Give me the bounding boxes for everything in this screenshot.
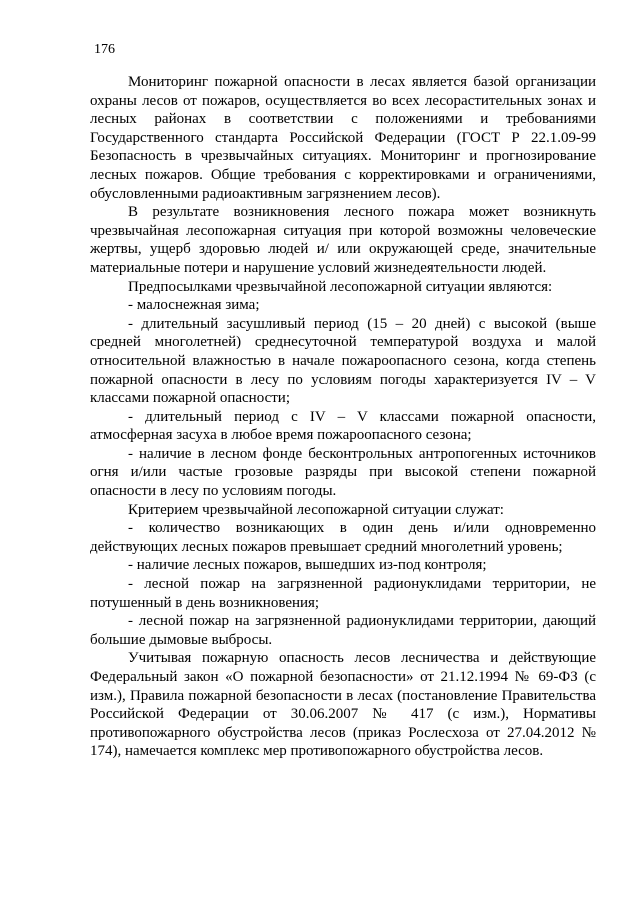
page-number: 176 xyxy=(94,42,115,57)
paragraph-monitoring: Мониторинг пожарной опасности в лесах является базой организации охраны лесов от пожаров, осуществляется во всех лесорастительных зонах и лесных районах в соответствии с положениями и требованиями Государственного стандарта Российской Федерации (ГОСТ Р 22.1.09-99 Безопасность в чрезвычайных ситуациях. Мониторинг и прогнозирование лесных пожаров. Общие требования с корректировками и ограничениями, обусловленными радиоактивным загрязнением лесов). xyxy=(90,74,596,202)
list-item-fire-count: - количество возникающих в один день и/или одновременно действующих лесных пожаров превышает средний многолетний уровень; xyxy=(90,520,596,555)
list-item-uncontrolled-fires: - наличие лесных пожаров, вышедших из-под контроля; xyxy=(128,557,487,574)
paragraph-conclusion: Учитывая пожарную опасность лесов лесничества и действующие Федеральный закон «О пожарной безопасности» от 21.12.1994 № 69-ФЗ (с изм.), Правила пожарной безопасности в лесах (постановление Правительства Российской Федерации от 30.06.2007 № 417 (с изм.), Нормативы противопожарного обустройства лесов (приказ Рослесхоза от 27.04.2012 № 174), намечается комплекс мер противопожарного обустройства лесов. xyxy=(90,650,596,760)
paragraph-emergency-situation: В результате возникновения лесного пожара может возникнуть чрезвычайная лесопожарная ситуация при которой возможны человеческие жертвы, ущерб здоровью людей и/ или окружающей среде, значительные материальные потери и нарушение условий жизнедеятельности людей. xyxy=(90,204,596,276)
list-item-ignition-sources: - наличие в лесном фонде бесконтрольных антропогенных источников огня и/или частые грозовые разряды при высокой степени пожарной опасности в лесу по условиям погоды. xyxy=(90,445,596,500)
list-item-long-dry-period: - длительный засушливый период (15 – 20 дней) с высокой (выше средней многолетней) среднесуточной температурой воздуха и малой относительной влажностью в начале пожароопасного сезона, когда степень пожарной опасности в лесу по условиям погоды характеризуется IV – V классами пожарной опасности; xyxy=(90,315,596,407)
list-item-long-fire-danger-period: - длительный период с IV – V классами пожарной опасности, атмосферная засуха в любое время пожароопасного сезона; xyxy=(90,408,596,444)
document-body xyxy=(90,73,596,761)
paragraph-preconditions-heading: Предпосылками чрезвычайной лесопожарной ситуации являются: xyxy=(128,278,553,295)
list-item-contaminated-smoke: - лесной пожар на загрязненной радионуклидами территории, дающий большие дымовые выбросы. xyxy=(90,613,596,648)
paragraph-criteria-heading: Критерием чрезвычайной лесопожарной ситуации служат: xyxy=(128,501,504,518)
list-item-contaminated-not-extinguished: - лесной пожар на загрязненной радионуклидами территории, не потушенный в день возникновения; xyxy=(90,576,596,611)
list-item-low-snow-winter: - малоснежная зима; xyxy=(128,297,260,314)
